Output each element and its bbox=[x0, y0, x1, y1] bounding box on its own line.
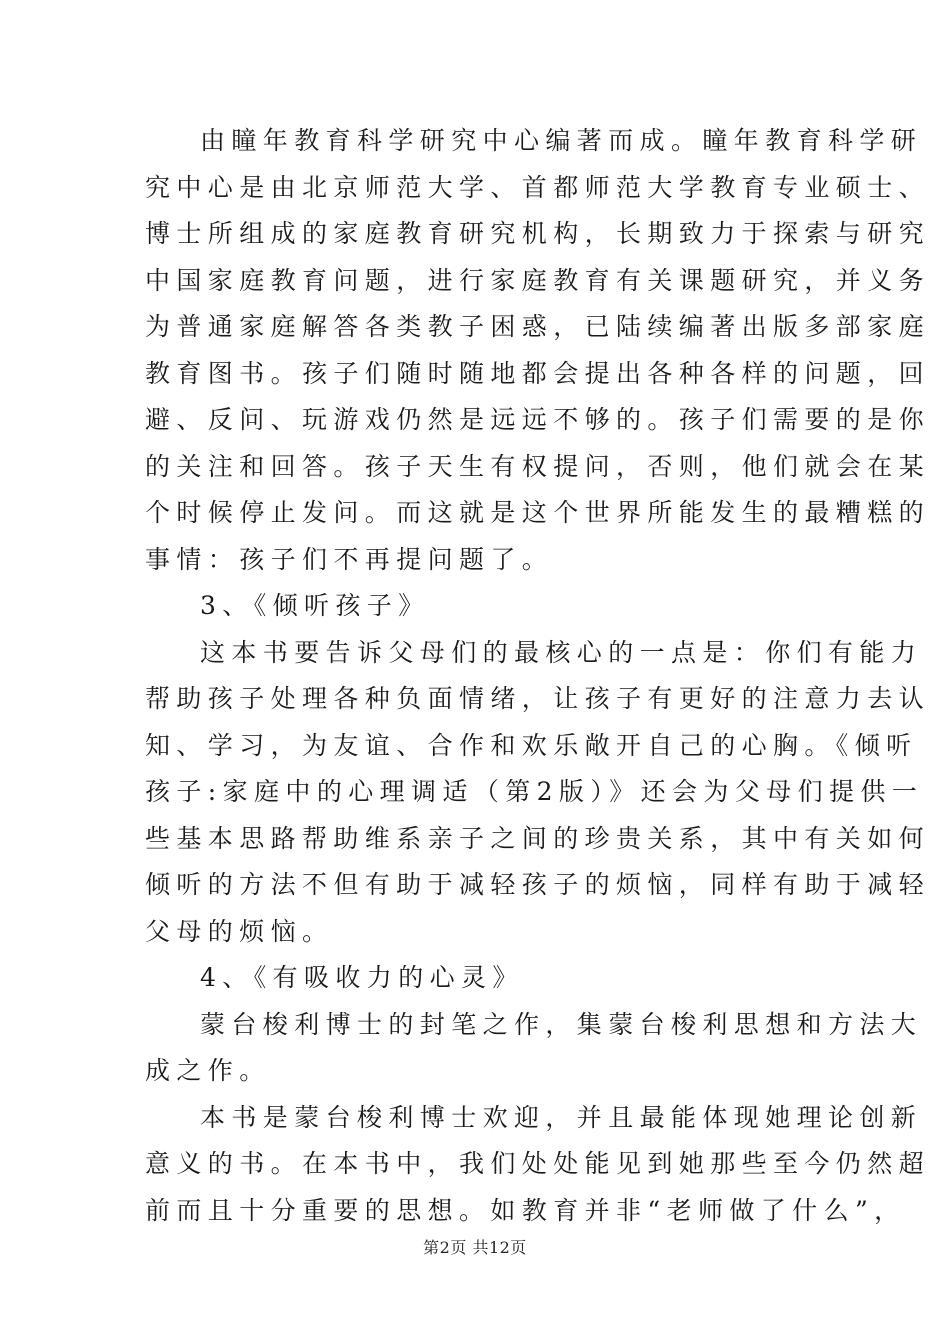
text-line: 为普通家庭解答各类教子困惑，已陆续编著出版多部家庭 bbox=[145, 312, 931, 341]
text-line: 意义的书。在本书中，我们处处能见到她那些至今仍然超 bbox=[145, 1149, 931, 1178]
text-line: 教育图书。孩子们随时随地都会提出各种各样的问题，回 bbox=[145, 358, 931, 388]
text-line: 前而且十分重要的思想。如教育并非“老师做了什么”， bbox=[145, 1195, 906, 1225]
body-text bbox=[145, 118, 931, 1234]
text-line: 避、反问、玩游戏仍然是远远不够的。孩子们需要的是你 bbox=[145, 405, 931, 434]
text-line: 些基本思路帮助维系亲子之间的珍贵关系，其中有关如何 bbox=[145, 823, 931, 853]
text-line: 个时候停止发问。而这就是这个世界所能发生的最糟糕的 bbox=[145, 498, 931, 527]
text-line: 由瞳年教育科学研究中心编著而成。瞳年教育科学研 bbox=[200, 126, 923, 155]
text-line: 蒙台梭利博士的封笔之作，集蒙台梭利思想和方法大 bbox=[200, 1009, 923, 1039]
text-line: 帮助孩子处理各种负面情绪，让孩子有更好的注意力去认 bbox=[145, 684, 931, 713]
text-line: 4、《有吸收力的心灵》 bbox=[200, 963, 524, 992]
page-footer: 第2页 共12页 bbox=[423, 1238, 527, 1257]
text-line: 成之作。 bbox=[145, 1056, 271, 1085]
text-line: 中国家庭教育问题，进行家庭教育有关课题研究，并义务 bbox=[145, 265, 931, 295]
text-line: 孩子:家庭中的心理调适（第2版）》还会为父母们提供一 bbox=[145, 777, 924, 806]
text-line: 本书是蒙台梭利博士欢迎，并且最能体现她理论创新 bbox=[200, 1102, 923, 1132]
text-line: 知、学习，为友谊、合作和欢乐敞开自己的心胸。《倾听 bbox=[145, 730, 918, 760]
text-line: 的关注和回答。孩子天生有权提问，否则，他们就会在某 bbox=[145, 451, 931, 481]
text-line: 这本书要告诉父母们的最核心的一点是：你们有能力 bbox=[200, 637, 923, 667]
text-line: 事情：孩子们不再提问题了。 bbox=[145, 544, 554, 574]
text-line: 3、《倾听孩子》 bbox=[200, 591, 430, 620]
text-line: 博士所组成的家庭教育研究机构，长期致力于探索与研究 bbox=[145, 219, 931, 248]
text-line: 究中心是由北京师范大学、首都师范大学教育专业硕士、 bbox=[145, 172, 931, 202]
text-line: 父母的烦恼。 bbox=[145, 916, 334, 946]
text-line: 倾听的方法不但有助于减轻孩子的烦恼，同样有助于减轻 bbox=[145, 870, 931, 899]
